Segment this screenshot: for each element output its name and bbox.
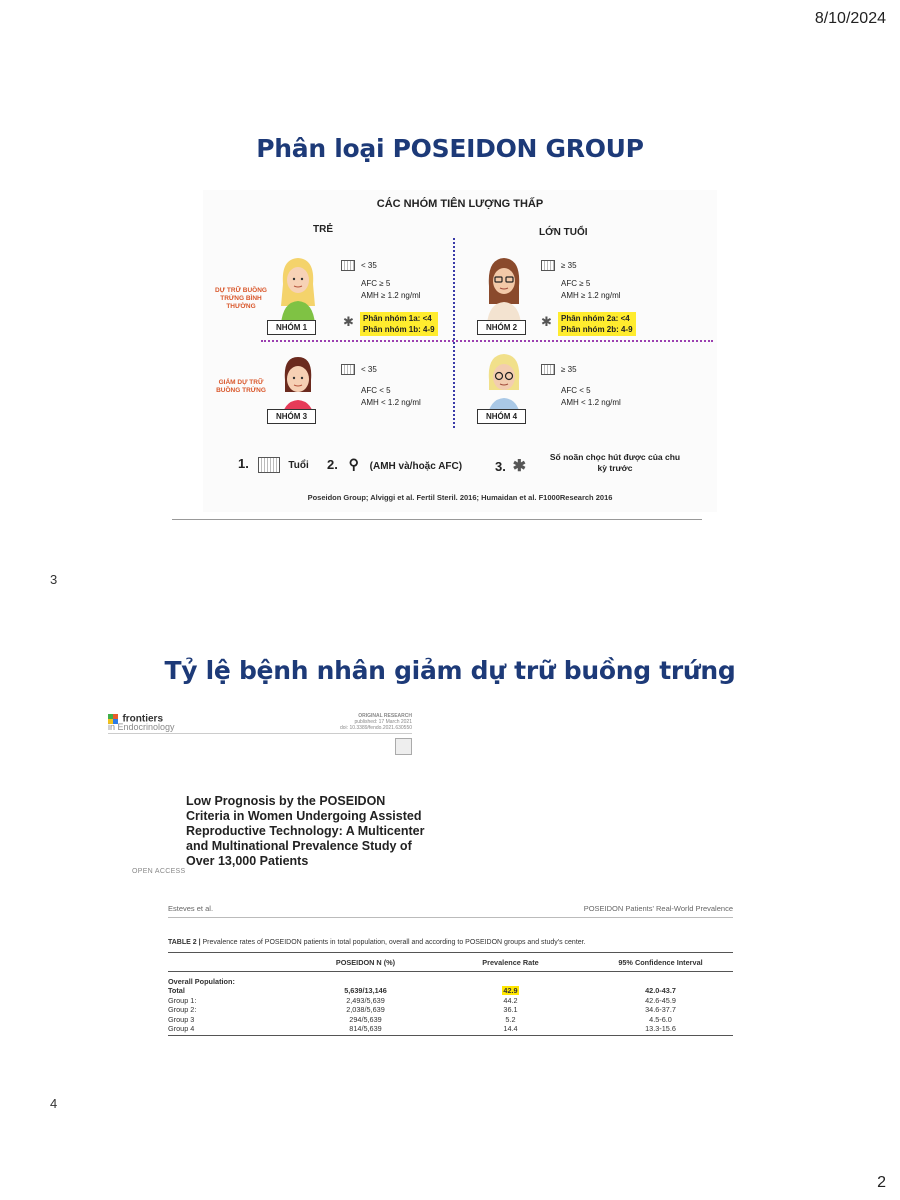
table-header-n: POSEIDON N (%) — [298, 953, 433, 972]
group-4-afc: AFC < 5 — [561, 386, 591, 395]
poseidon-figure — [203, 190, 717, 512]
slide3-number: 3 — [50, 572, 58, 587]
row-n: 5,639/13,146 — [344, 986, 387, 996]
legend-oocytes — [495, 456, 530, 476]
subgroup-2b: Phân nhóm 2b: 4-9 — [561, 325, 633, 334]
figure-heading: CÁC NHÓM TIÊN LƯỢNG THẤP — [376, 198, 544, 210]
prevalence-table — [168, 952, 733, 1036]
group-2-subgroups — [558, 312, 636, 336]
column-old-label: LỚN TUỔI — [539, 227, 588, 238]
row-n: 294/5,639 — [349, 1014, 382, 1024]
group-3-afc: AFC < 5 — [361, 386, 391, 395]
horizontal-divider — [261, 340, 713, 342]
table-row — [168, 986, 733, 995]
oocyte-icon: ✱ — [541, 314, 552, 329]
group-4-label: NHÓM 4 — [477, 409, 526, 424]
row-label: Total — [168, 986, 185, 996]
row-ci: 42.0-43.7 — [645, 986, 676, 996]
running-title: POSEIDON Patients' Real-World Prevalence — [583, 904, 733, 913]
calendar-icon — [541, 364, 555, 375]
row-rate: 5.2 — [505, 1014, 516, 1024]
row-ci: 13.3-15.6 — [588, 1024, 733, 1036]
calendar-icon — [341, 260, 355, 271]
paper-header-rule — [108, 733, 412, 734]
group-3-age: < 35 — [361, 365, 377, 374]
legend-number-3: 3. — [495, 459, 506, 474]
calendar-icon — [258, 457, 280, 473]
table-header-ci: 95% Confidence Interval — [588, 953, 733, 972]
slide3-title: Phân loại POSEIDON GROUP — [256, 134, 644, 163]
page-number: 2 — [877, 1174, 886, 1191]
table-section-row — [168, 972, 733, 987]
table-header-blank — [168, 953, 298, 972]
table-row — [168, 1005, 733, 1014]
group-1-label: NHÓM 1 — [267, 320, 316, 335]
group-1-subgroups — [360, 312, 438, 336]
slide3-divider — [172, 519, 702, 520]
row-n: 2,493/5,639 — [346, 995, 385, 1005]
group-2-afc: AFC ≥ 5 — [561, 279, 591, 288]
article-type: ORIGINAL RESEARCH — [358, 713, 412, 719]
row-rate: 36.1 — [503, 1005, 518, 1015]
subgroup-2a: Phân nhóm 2a: <4 — [561, 314, 630, 323]
legend-label-amh-afc: (AMH và/hoặc AFC) — [369, 461, 463, 472]
slide-date: 8/10/2024 — [814, 10, 886, 27]
oocyte-icon: ✱ — [512, 458, 527, 475]
row-ci: 34.6-37.7 — [645, 1005, 676, 1015]
row-ci: 4.5-6.0 — [649, 1014, 672, 1024]
table-caption-text: Prevalence rates of POSEIDON patients in total population, overall and according to POSEIDON groups and study's center. — [202, 939, 586, 946]
row-label: Group 3 — [168, 1014, 195, 1024]
young-woman-blonde-icon — [273, 254, 323, 324]
doi: doi: 10.3389/fendo.2021.630550 — [340, 725, 413, 731]
group-4-age: ≥ 35 — [561, 365, 577, 374]
group-2-amh: AMH ≥ 1.2 ng/ml — [561, 291, 621, 300]
running-header-rule — [168, 917, 733, 918]
article-meta — [340, 713, 412, 731]
table-caption — [168, 939, 738, 946]
column-young-label: TRẺ — [313, 224, 333, 235]
row-rate: 14.4 — [433, 1024, 588, 1036]
group-1-age: < 35 — [361, 261, 377, 270]
row-label: Group 2: — [168, 1005, 197, 1015]
slide4-number: 4 — [50, 1096, 58, 1111]
open-access-label: OPEN ACCESS — [132, 868, 186, 875]
table-row — [168, 1015, 733, 1024]
row-rate: 44.2 — [503, 995, 518, 1005]
table-caption-label: TABLE 2 | — [168, 939, 201, 946]
group-1-criteria — [341, 260, 421, 302]
ovary-icon: ⚲ — [348, 456, 359, 472]
group-2-criteria — [541, 260, 621, 302]
legend-ovarian-reserve — [327, 456, 462, 473]
paper-title: Low Prognosis by the POSEIDON Criteria in Women Undergoing Assisted Reproductive Technology: A Multicenter and Multinational Prevalence Study of Over 13,000 Patients — [186, 794, 425, 868]
table-header-rate: Prevalence Rate — [433, 953, 588, 972]
group-4-criteria — [541, 364, 621, 409]
table-row — [168, 996, 733, 1005]
table-section-label: Overall Population: — [168, 977, 235, 986]
published-date: published: 17 March 2021 — [354, 719, 412, 725]
group-1-afc: AFC ≥ 5 — [361, 279, 391, 288]
group-4-amh: AMH < 1.2 ng/ml — [561, 398, 621, 407]
legend-label-age: Tuổi — [288, 460, 309, 471]
calendar-icon — [341, 364, 355, 375]
check-updates-icon — [395, 738, 412, 755]
row-label: Group 1: — [168, 995, 197, 1005]
group-3-criteria — [341, 364, 421, 409]
row-ci: 42.6-45.9 — [645, 995, 676, 1005]
figure-citation: Poseidon Group; Alviggi et al. Fertil Steril. 2016; Humaidan et al. F1000Research 2016 — [307, 493, 613, 502]
group-1-amh: AMH ≥ 1.2 ng/ml — [361, 291, 421, 300]
vertical-divider — [453, 238, 455, 428]
row-normal-reserve-label: DỰ TRỮ BUỒNG TRỨNG BÌNH THƯỜNG — [215, 287, 267, 310]
legend-number-2: 2. — [327, 457, 338, 472]
table-header-row — [168, 953, 733, 972]
group-3-label: NHÓM 3 — [267, 409, 316, 424]
row-label: Group 4 — [168, 1024, 298, 1036]
journal-name: in Endocrinology — [108, 722, 175, 732]
row-n: 2,038/5,639 — [346, 1005, 385, 1015]
running-author: Esteves et al. — [168, 904, 214, 913]
group-2-label: NHÓM 2 — [477, 320, 526, 335]
subgroup-1b: Phân nhóm 1b: 4-9 — [363, 325, 435, 334]
calendar-icon — [541, 260, 555, 271]
legend-age — [238, 456, 309, 473]
group-3-amh: AMH < 1.2 ng/ml — [361, 398, 421, 407]
oocyte-icon: ✱ — [343, 314, 354, 329]
row-n: 814/5,639 — [298, 1024, 433, 1036]
table-row — [168, 1024, 733, 1036]
row-rate-highlighted: 42.9 — [503, 986, 518, 996]
legend-number-1: 1. — [238, 456, 249, 471]
slide4-title: Tỷ lệ bệnh nhân giảm dự trữ buồng trứng — [164, 656, 736, 685]
row-low-reserve-label: GIẢM DỰ TRỮ BUỒNG TRỨNG — [216, 379, 266, 394]
legend-label-oocytes: Số noãn chọc hút được của chu kỳ trước — [549, 452, 681, 473]
older-woman-glasses-icon — [479, 254, 529, 324]
group-2-age: ≥ 35 — [561, 261, 577, 270]
publisher-name: frontiers — [122, 713, 164, 725]
subgroup-1a: Phân nhóm 1a: <4 — [363, 314, 432, 323]
